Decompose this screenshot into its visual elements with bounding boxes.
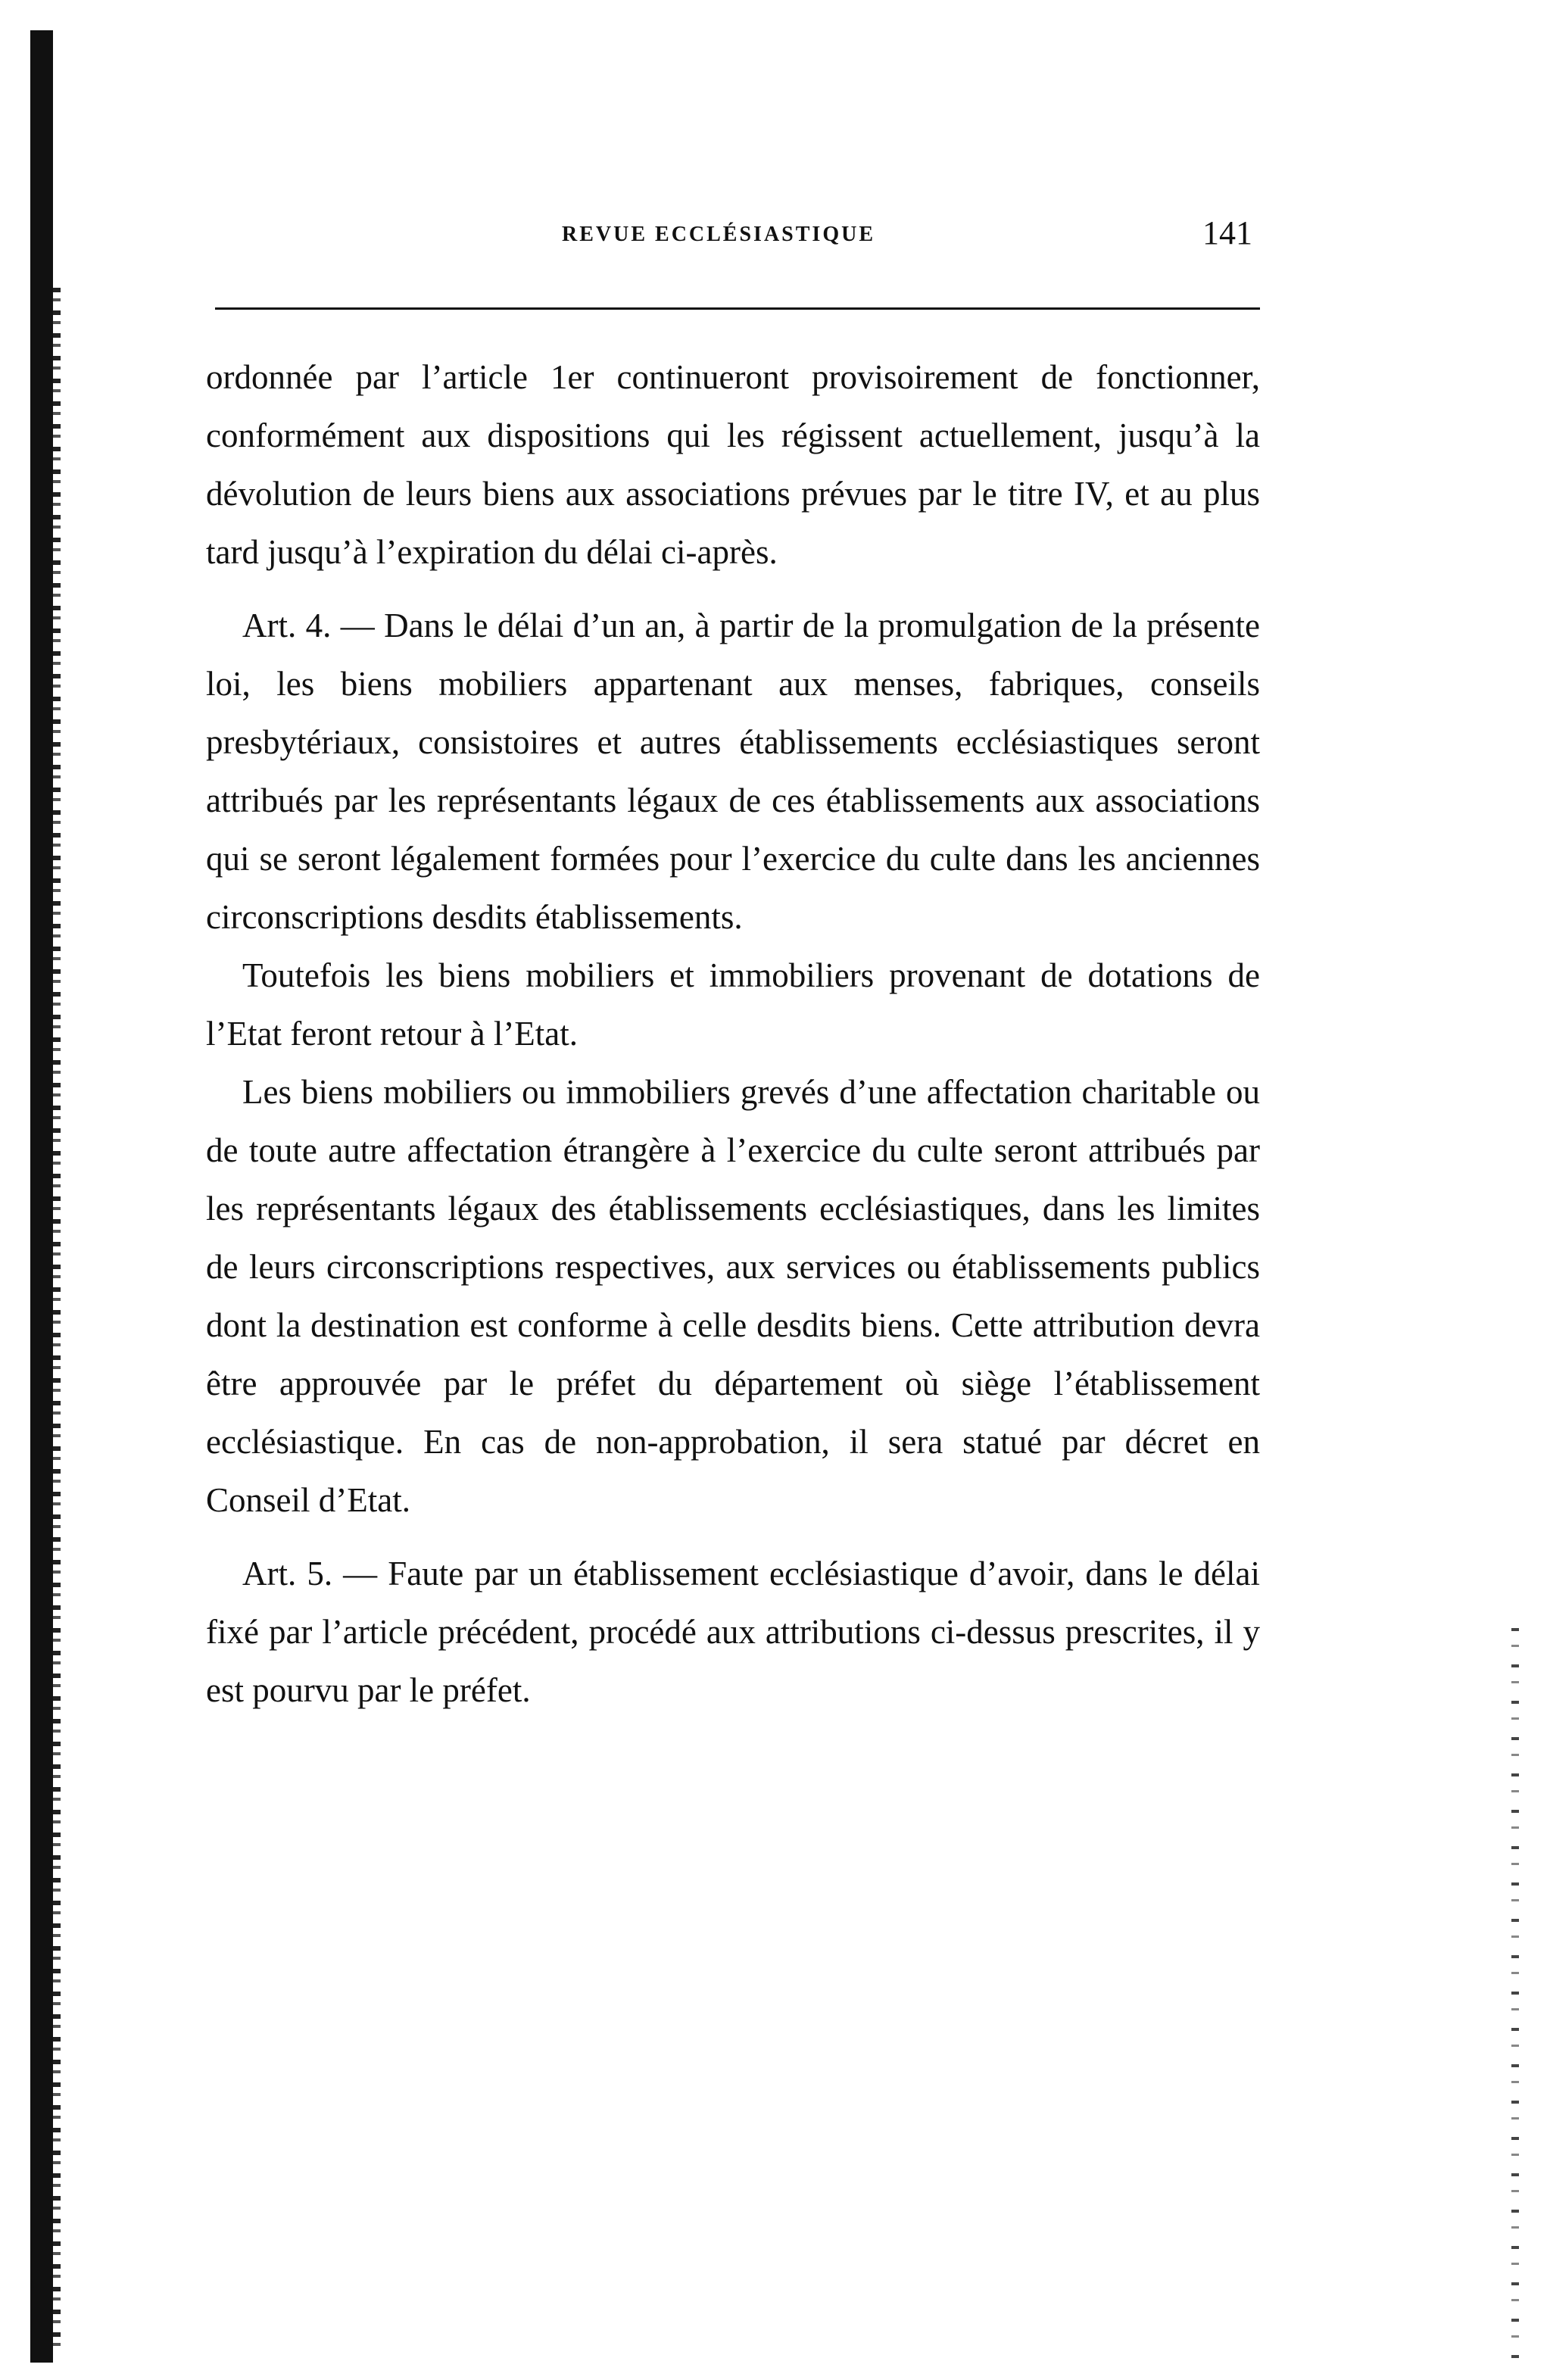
running-title: REVUE ECCLÉSIASTIQUE — [562, 223, 875, 246]
binding-edge — [30, 30, 53, 2363]
paragraph-biens-greves: Les biens mobiliers ou immobiliers grevés d’une affectation charitable ou de toute autre affectation étrangère à l’exercice du culte seront attribués par les représentants légaux des établissements ecclésiastiques, dans les limites de leurs circonscriptions respectives, aux services ou établissements publics dont la destination est conforme à celle desdits biens. Cette attribution devra être approuvée par le préfet du département où siège l’établissement ecclésiastique. En cas de non-approbation, il sera statué par décret en Conseil d’Etat. — [206, 1073, 1260, 1519]
paragraph-article-5: Art. 5. — Faute par un établissement ecclésiastique d’avoir, dans le délai fixé par l’article précédent, procédé aux attributions ci-dessus prescrites, il y est pourvu par le préfet. — [206, 1555, 1260, 1709]
right-margin-texture — [1511, 1628, 1519, 2370]
paragraph-continuation: ordonnée par l’article 1er continueront provisoirement de fonctionner, conformément aux dispositions qui les régissent actuellement, jusqu’à la dévolution de leurs biens aux associations prévues par le titre IV, et au plus tard jusqu’à l’expiration du délai ci-après. — [206, 358, 1260, 571]
header-rule — [215, 307, 1260, 310]
body-text — [206, 348, 1260, 1720]
paragraph-toutefois: Toutefois les biens mobiliers et immobiliers provenant de dotations de l’Etat feront retour à l’Etat. — [206, 956, 1260, 1053]
page-number: 141 — [1202, 214, 1252, 251]
page-header — [206, 214, 1266, 262]
binding-edge-texture — [53, 288, 61, 2347]
paragraph-article-4: Art. 4. — Dans le délai d’un an, à partir de la promulgation de la présente loi, les biens mobiliers appartenant aux menses, fabriques, conseils presbytériaux, consistoires et autres établissements ecclésiastiques seront attribués par les représentants légaux de ces établissements aux associations qui se seront légalement formées pour l’exercice du culte dans les anciennes circonscriptions desdits établissements. — [206, 607, 1260, 936]
